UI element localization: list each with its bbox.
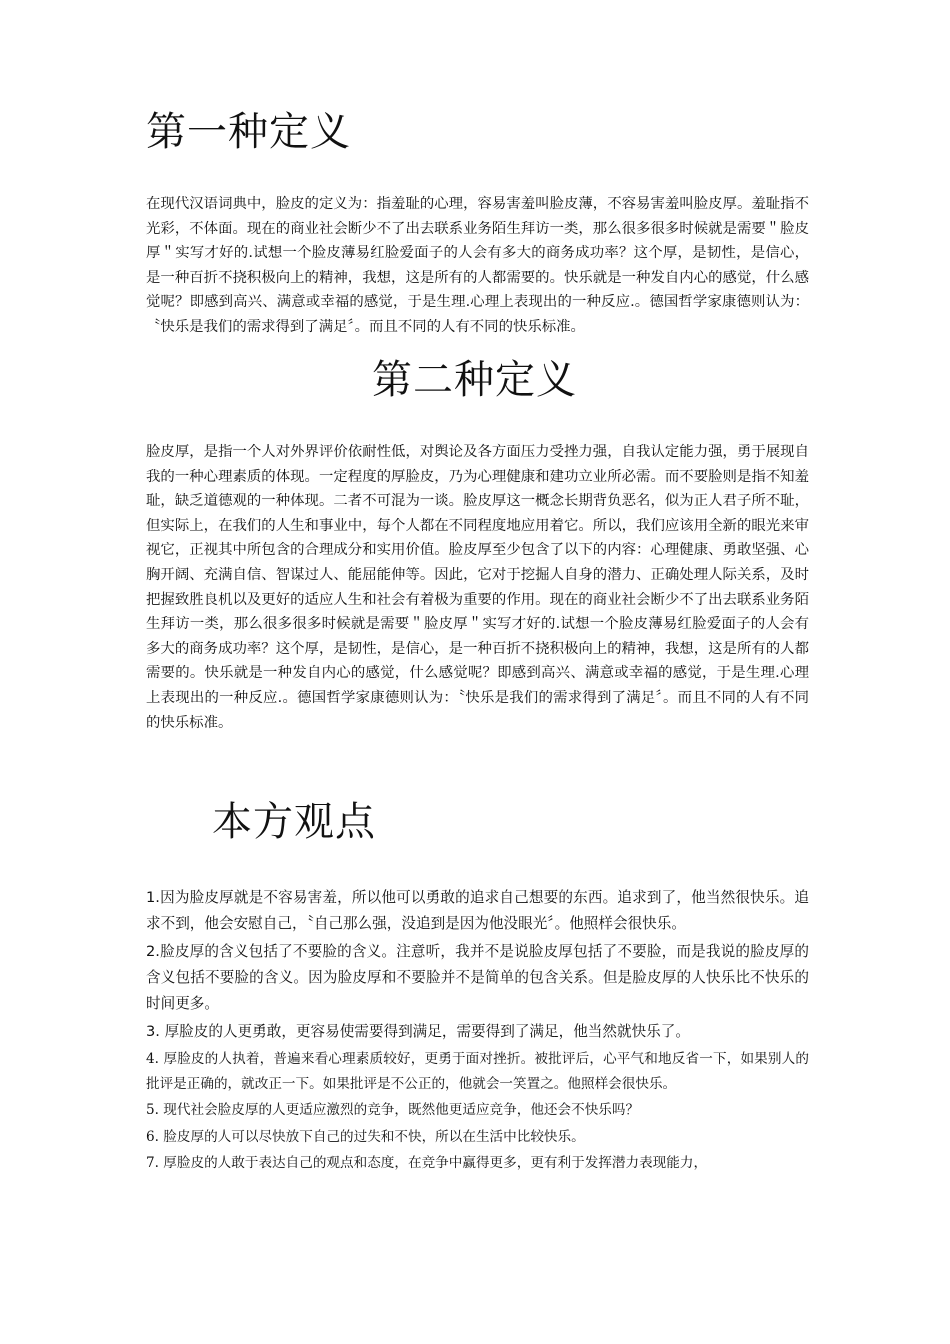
first-definition-paragraph: 在现代汉语词典中，脸皮的定义为：指羞耻的心理，容易害羞叫脸皮薄，不容易害羞叫脸皮厚。羞耻指不光彩，不体面。现在的商业社会断少不了出去联系业务陌生拜访一类，那么很多很多时候就是需要＂脸皮厚＂实写才好的.试想一个脸皮薄易红脸爱面子的人会有多大的商务成功率？这个厚，是韧性，是信心，是一种百折不挠积极向上的精神，我想，这是所有的人都需要的。快乐就是一种发自内心的感觉，什么感觉呢？即感到高兴、满意或幸福的感觉，于是生理.心理上表现出的一种反应.。德国哲学家康德则认为：〝快乐是我们的需求得到了满足〞。而且不同的人有不同的快乐标准。 [146, 196, 809, 335]
list-item-text: 脸皮厚的人可以尽快放下自己的过失和不快，所以在生活中比较快乐。 [158, 1128, 585, 1145]
list-item-number: 2. [146, 943, 160, 960]
list-item-text: 厚脸皮的人执着，普遍来看心理素质较好，更勇于面对挫折。被批评后，心平气和地反省一下，如果别人的批评是正确的，就改正一下。如果批评是不公正的，他就会一笑置之。他照样会很快乐。 [146, 1051, 809, 1092]
second-definition-paragraph: 脸皮厚，是指一个人对外界评价依耐性低，对舆论及各方面压力受挫力强，自我认定能力强，勇于展现自我的一种心理素质的体现。一定程度的厚脸皮，乃为心理健康和建功立业所必需。而不要脸则是指不知羞耻，缺乏道德观的一种体现。二者不可混为一谈。脸皮厚这一概念长期背负恶名，似为正人君子所不耻，但实际上，在我们的人生和事业中，每个人都在不同程度地应用着它。所以，我们应该用全新的眼光来审视它，正视其中所包含的合理成分和实用价值。脸皮厚至少包含了以下的内容：心理健康、勇敢坚强、心胸开阔、充满自信、智谋过人、能屈能伸等。因此，它对于挖掘人自身的潜力、正确处理人际关系，及时把握致胜良机以及更好的适应人生和社会有着极为重要的作用。现在的商业社会断少不了出去联系业务陌生拜访一类，那么很多很多时候就是需要＂脸皮厚＂实写才好的.试想一个脸皮薄易红脸爱面子的人会有多大的商务成功率？这个厚，是韧性，是信心，是一种百折不挠积极向上的精神，我想，这是所有的人都需要的。快乐就是一种发自内心的感觉，什么感觉呢？即感到高兴、满意或幸福的感觉，于是生理.心理上表现出的一种反应.。德国哲学家康德则认为：〝快乐是我们的需求得到了满足〞。而且不同的人有不同的快乐标准。 [146, 444, 809, 731]
list-item-text: 厚脸皮的人更勇敢，更容易使需要得到满足，需要得到了满足，他当然就快乐了。 [159, 1023, 690, 1040]
list-item [146, 1019, 809, 1045]
list-item-number: 1. [146, 889, 160, 906]
list-item-text: 厚脸皮的人敢于表达自己的观点和态度，在竞争中赢得更多，更有利于发挥潜力表现能力， [158, 1155, 708, 1172]
list-item [146, 1047, 809, 1096]
section-title-first-definition: 第一种定义 [146, 109, 351, 155]
viewpoint-list [146, 885, 809, 1178]
list-item-number: 3. [146, 1023, 160, 1040]
list-item-number: 7. [146, 1155, 159, 1172]
section-title-second-definition: 第二种定义 [372, 357, 577, 403]
list-item [146, 1151, 809, 1176]
list-item [146, 939, 809, 1017]
section-title-our-viewpoint: 本方观点 [212, 799, 376, 845]
list-item-text: 脸皮厚的含义包括了不要脸的含义。注意听，我并不是说脸皮厚包括了不要脸，而是我说的脸皮厚的含义包括不要脸的含义。因为脸皮厚和不要脸并不是简单的包含关系。但是脸皮厚的人快乐比不快乐的时间更多。 [146, 943, 809, 1012]
list-item [146, 885, 809, 937]
list-item-text: 因为脸皮厚就是不容易害羞，所以他可以勇敢的追求自己想要的东西。追求到了，他当然很快乐。追求不到，他会安慰自己，〝自己那么强，没追到是因为他没眼光〞。他照样会很快乐。 [146, 889, 809, 932]
list-item [146, 1125, 809, 1150]
list-item-text: 现代社会脸皮厚的人更适应激烈的竞争，既然他更适应竞争，他还会不快乐吗？ [158, 1102, 640, 1119]
list-item-number: 4. [146, 1051, 159, 1067]
list-item-number: 5. [146, 1102, 159, 1119]
list-item-number: 6. [146, 1128, 159, 1145]
list-item [146, 1098, 809, 1123]
